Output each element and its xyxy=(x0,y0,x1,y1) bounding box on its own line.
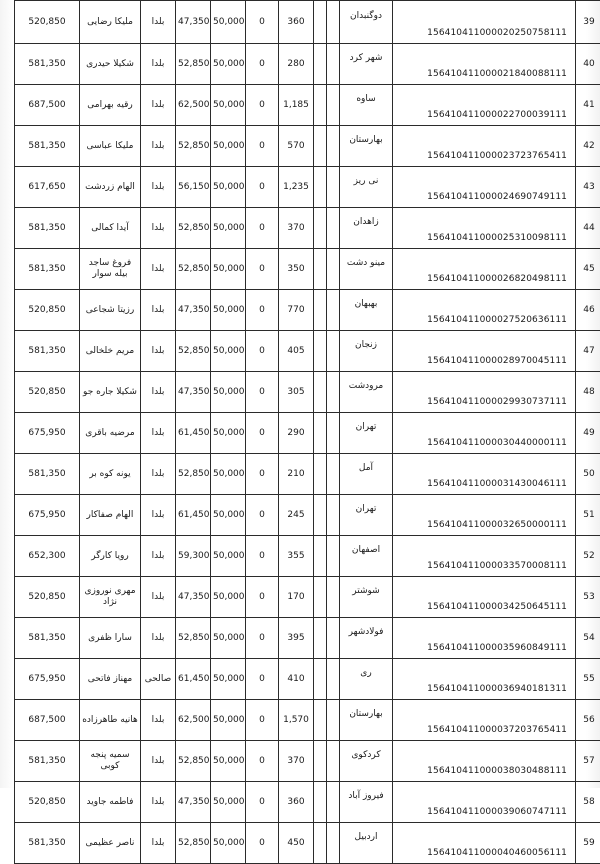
bank-cell: بلدا xyxy=(141,700,176,741)
total-cell: 581,350 xyxy=(15,208,80,249)
empty-cell xyxy=(314,823,327,864)
city-label: اردبیل xyxy=(355,832,378,842)
bank-cell: بلدا xyxy=(141,1,176,44)
city-cell xyxy=(340,249,393,290)
quantity-cell: 405 xyxy=(279,331,314,372)
name-cell: ملیکا رضایی xyxy=(80,1,141,44)
account-code-cell: 156410411000039060747111 xyxy=(393,782,576,823)
total-cell: 581,350 xyxy=(15,618,80,659)
empty-cell xyxy=(314,249,327,290)
amount-a-cell: 50,000 xyxy=(211,85,246,126)
name-cell: سارا ظفری xyxy=(80,618,141,659)
name-cell: سمیه پنجه کوبی xyxy=(80,741,141,782)
quantity-cell: 355 xyxy=(279,536,314,577)
zero-cell: 0 xyxy=(246,290,279,331)
account-code-cell: 156410411000020250758111 xyxy=(393,1,576,44)
name-cell: مهری نوروزی نژاد xyxy=(80,577,141,618)
empty-cell xyxy=(327,44,340,85)
account-code-cell: 156410411000031430046111 xyxy=(393,454,576,495)
empty-cell xyxy=(314,44,327,85)
city-label: ساوه xyxy=(356,94,375,104)
city-label: مینو دشت xyxy=(347,258,385,268)
name-cell: مرضیه باقری xyxy=(80,413,141,454)
zero-cell: 0 xyxy=(246,741,279,782)
table-row xyxy=(15,167,600,208)
zero-cell: 0 xyxy=(246,413,279,454)
amount-b-cell: 61,450 xyxy=(176,659,211,700)
bank-cell: بلدا xyxy=(141,536,176,577)
empty-cell xyxy=(327,208,340,249)
amount-a-cell: 50,000 xyxy=(211,536,246,577)
amount-b-cell: 52,850 xyxy=(176,741,211,782)
empty-cell xyxy=(327,495,340,536)
city-label: اصفهان xyxy=(352,545,380,555)
empty-cell xyxy=(314,659,327,700)
table-row xyxy=(15,44,600,85)
zero-cell: 0 xyxy=(246,700,279,741)
row-number-cell: 57 xyxy=(576,741,600,782)
amount-a-cell: 50,000 xyxy=(211,249,246,290)
city-cell xyxy=(340,823,393,864)
empty-cell xyxy=(327,167,340,208)
zero-cell: 0 xyxy=(246,1,279,44)
zero-cell: 0 xyxy=(246,44,279,85)
empty-cell xyxy=(314,536,327,577)
account-code-cell: 156410411000021840088111 xyxy=(393,44,576,85)
quantity-cell: 245 xyxy=(279,495,314,536)
row-number-cell: 51 xyxy=(576,495,600,536)
table-row xyxy=(15,208,600,249)
row-number-cell: 47 xyxy=(576,331,600,372)
account-code-cell: 156410411000037203765411 xyxy=(393,700,576,741)
city-cell xyxy=(340,618,393,659)
name-cell: هانیه طاهرزاده xyxy=(80,700,141,741)
quantity-cell: 170 xyxy=(279,577,314,618)
empty-cell xyxy=(314,413,327,454)
name-cell: ملیکا عباسی xyxy=(80,126,141,167)
name-cell: یونه کوه بر xyxy=(80,454,141,495)
table-row xyxy=(15,536,600,577)
amount-a-cell: 50,000 xyxy=(211,208,246,249)
amount-b-cell: 47,350 xyxy=(176,782,211,823)
empty-cell xyxy=(314,741,327,782)
amount-a-cell: 50,000 xyxy=(211,331,246,372)
name-cell: شکیلا حیدری xyxy=(80,44,141,85)
row-number-cell: 49 xyxy=(576,413,600,454)
amount-b-cell: 52,850 xyxy=(176,618,211,659)
amount-b-cell: 52,850 xyxy=(176,126,211,167)
table-row xyxy=(15,331,600,372)
city-label: بهارستان xyxy=(349,709,382,719)
account-code-cell: 156410411000033570008111 xyxy=(393,536,576,577)
row-number-cell: 43 xyxy=(576,167,600,208)
zero-cell: 0 xyxy=(246,85,279,126)
city-cell xyxy=(340,290,393,331)
city-cell xyxy=(340,331,393,372)
city-label: تهران xyxy=(356,504,377,514)
empty-cell xyxy=(327,126,340,167)
name-cell: رقیه بهرامی xyxy=(80,85,141,126)
total-cell: 675,950 xyxy=(15,659,80,700)
amount-b-cell: 61,450 xyxy=(176,413,211,454)
total-cell: 581,350 xyxy=(15,454,80,495)
total-cell: 520,850 xyxy=(15,372,80,413)
row-number-cell: 44 xyxy=(576,208,600,249)
quantity-cell: 450 xyxy=(279,823,314,864)
total-cell: 520,850 xyxy=(15,1,80,44)
name-cell: مریم خلخالی xyxy=(80,331,141,372)
amount-b-cell: 62,500 xyxy=(176,85,211,126)
table-row xyxy=(15,741,600,782)
city-label: کردکوی xyxy=(351,750,380,760)
account-code-cell: 156410411000030440000111 xyxy=(393,413,576,454)
zero-cell: 0 xyxy=(246,208,279,249)
zero-cell: 0 xyxy=(246,249,279,290)
city-label: بهبهان xyxy=(355,299,378,309)
zero-cell: 0 xyxy=(246,331,279,372)
empty-cell xyxy=(314,290,327,331)
city-label: نی ریز xyxy=(354,176,379,186)
amount-a-cell: 50,000 xyxy=(211,372,246,413)
table-row xyxy=(15,495,600,536)
empty-cell xyxy=(314,618,327,659)
amount-a-cell: 50,000 xyxy=(211,495,246,536)
zero-cell: 0 xyxy=(246,126,279,167)
amount-b-cell: 47,350 xyxy=(176,577,211,618)
quantity-cell: 280 xyxy=(279,44,314,85)
account-code-cell: 156410411000034250645111 xyxy=(393,577,576,618)
empty-cell xyxy=(327,741,340,782)
empty-cell xyxy=(327,372,340,413)
total-cell: 617,650 xyxy=(15,167,80,208)
zero-cell: 0 xyxy=(246,823,279,864)
amount-a-cell: 50,000 xyxy=(211,454,246,495)
account-code-cell: 156410411000022700039111 xyxy=(393,85,576,126)
account-code-cell: 156410411000040460056111 xyxy=(393,823,576,864)
table-row xyxy=(15,659,600,700)
zero-cell: 0 xyxy=(246,577,279,618)
row-number-cell: 56 xyxy=(576,700,600,741)
bank-cell: بلدا xyxy=(141,782,176,823)
city-label: زنجان xyxy=(355,340,377,350)
bank-cell: بلدا xyxy=(141,126,176,167)
city-cell xyxy=(340,495,393,536)
city-cell xyxy=(340,577,393,618)
quantity-cell: 1,570 xyxy=(279,700,314,741)
total-cell: 581,350 xyxy=(15,331,80,372)
city-cell xyxy=(340,167,393,208)
name-cell: فاطمه جاوید xyxy=(80,782,141,823)
total-cell: 581,350 xyxy=(15,249,80,290)
total-cell: 687,500 xyxy=(15,85,80,126)
quantity-cell: 410 xyxy=(279,659,314,700)
zero-cell: 0 xyxy=(246,454,279,495)
bank-cell: بلدا xyxy=(141,249,176,290)
name-cell: آیدا کمالی xyxy=(80,208,141,249)
bank-cell: بلدا xyxy=(141,495,176,536)
table-row xyxy=(15,126,600,167)
city-label: فولادشهر xyxy=(349,627,384,637)
empty-cell xyxy=(314,331,327,372)
quantity-cell: 1,235 xyxy=(279,167,314,208)
city-cell xyxy=(340,85,393,126)
bank-cell: بلدا xyxy=(141,208,176,249)
total-cell: 687,500 xyxy=(15,700,80,741)
bank-cell: صالحی xyxy=(141,659,176,700)
amount-b-cell: 47,350 xyxy=(176,290,211,331)
amount-a-cell: 50,000 xyxy=(211,44,246,85)
name-cell: رزیتا شجاعی xyxy=(80,290,141,331)
bank-cell: بلدا xyxy=(141,577,176,618)
total-cell: 581,350 xyxy=(15,741,80,782)
empty-cell xyxy=(314,126,327,167)
amount-b-cell: 52,850 xyxy=(176,823,211,864)
row-number-cell: 46 xyxy=(576,290,600,331)
empty-cell xyxy=(327,659,340,700)
total-cell: 581,350 xyxy=(15,44,80,85)
quantity-cell: 1,185 xyxy=(279,85,314,126)
account-code-cell: 156410411000032650000111 xyxy=(393,495,576,536)
name-cell: رویا کارگر xyxy=(80,536,141,577)
table-row xyxy=(15,1,600,44)
table-row xyxy=(15,249,600,290)
total-cell: 581,350 xyxy=(15,126,80,167)
zero-cell: 0 xyxy=(246,167,279,208)
table-row xyxy=(15,823,600,864)
city-label: ری xyxy=(360,668,371,678)
amount-b-cell: 52,850 xyxy=(176,44,211,85)
name-cell: شکیلا جاره جو xyxy=(80,372,141,413)
quantity-cell: 360 xyxy=(279,1,314,44)
row-number-cell: 39 xyxy=(576,1,600,44)
amount-a-cell: 50,000 xyxy=(211,167,246,208)
city-cell xyxy=(340,1,393,44)
city-cell xyxy=(340,700,393,741)
table-row xyxy=(15,413,600,454)
amount-a-cell: 50,000 xyxy=(211,290,246,331)
bank-cell: بلدا xyxy=(141,823,176,864)
amount-b-cell: 61,450 xyxy=(176,495,211,536)
total-cell: 520,850 xyxy=(15,290,80,331)
bank-cell: بلدا xyxy=(141,741,176,782)
ledger-body xyxy=(15,1,600,864)
account-code-cell: 156410411000038030488111 xyxy=(393,741,576,782)
empty-cell xyxy=(314,1,327,44)
row-number-cell: 54 xyxy=(576,618,600,659)
empty-cell xyxy=(327,331,340,372)
payment-ledger-table xyxy=(14,0,600,864)
account-code-cell: 156410411000025310098111 xyxy=(393,208,576,249)
name-cell: مهناز فاتحی xyxy=(80,659,141,700)
name-cell: ناصر عظیمی xyxy=(80,823,141,864)
empty-cell xyxy=(314,85,327,126)
table-row xyxy=(15,577,600,618)
table-row xyxy=(15,290,600,331)
total-cell: 520,850 xyxy=(15,577,80,618)
amount-b-cell: 62,500 xyxy=(176,700,211,741)
quantity-cell: 770 xyxy=(279,290,314,331)
zero-cell: 0 xyxy=(246,495,279,536)
row-number-cell: 59 xyxy=(576,823,600,864)
zero-cell: 0 xyxy=(246,536,279,577)
amount-a-cell: 50,000 xyxy=(211,823,246,864)
row-number-cell: 48 xyxy=(576,372,600,413)
empty-cell xyxy=(327,290,340,331)
amount-a-cell: 50,000 xyxy=(211,618,246,659)
account-code-cell: 156410411000023723765411 xyxy=(393,126,576,167)
empty-cell xyxy=(314,577,327,618)
empty-cell xyxy=(327,823,340,864)
empty-cell xyxy=(327,1,340,44)
amount-a-cell: 50,000 xyxy=(211,413,246,454)
empty-cell xyxy=(327,577,340,618)
table-row xyxy=(15,372,600,413)
account-code-cell: 156410411000027520636111 xyxy=(393,290,576,331)
name-cell: الهام صفاکار xyxy=(80,495,141,536)
total-cell: 652,300 xyxy=(15,536,80,577)
quantity-cell: 305 xyxy=(279,372,314,413)
city-cell xyxy=(340,44,393,85)
total-cell: 675,950 xyxy=(15,495,80,536)
amount-b-cell: 52,850 xyxy=(176,249,211,290)
city-cell xyxy=(340,536,393,577)
city-label: مرودشت xyxy=(349,381,384,391)
city-cell xyxy=(340,372,393,413)
city-cell xyxy=(340,413,393,454)
zero-cell: 0 xyxy=(246,618,279,659)
row-number-cell: 52 xyxy=(576,536,600,577)
empty-cell xyxy=(327,249,340,290)
city-label: زاهدان xyxy=(353,217,378,227)
city-cell xyxy=(340,208,393,249)
row-number-cell: 50 xyxy=(576,454,600,495)
name-cell: فروغ ساجد بیله سوار xyxy=(80,249,141,290)
bank-cell: بلدا xyxy=(141,331,176,372)
bank-cell: بلدا xyxy=(141,167,176,208)
table-row xyxy=(15,700,600,741)
amount-b-cell: 47,350 xyxy=(176,1,211,44)
empty-cell xyxy=(327,536,340,577)
bank-cell: بلدا xyxy=(141,44,176,85)
amount-b-cell: 52,850 xyxy=(176,454,211,495)
row-number-cell: 58 xyxy=(576,782,600,823)
quantity-cell: 210 xyxy=(279,454,314,495)
empty-cell xyxy=(327,85,340,126)
amount-b-cell: 52,850 xyxy=(176,331,211,372)
empty-cell xyxy=(327,618,340,659)
amount-b-cell: 52,850 xyxy=(176,208,211,249)
bank-cell: بلدا xyxy=(141,454,176,495)
total-cell: 675,950 xyxy=(15,413,80,454)
city-cell xyxy=(340,741,393,782)
account-code-cell: 156410411000036940181311 xyxy=(393,659,576,700)
row-number-cell: 42 xyxy=(576,126,600,167)
account-code-cell: 156410411000029930737111 xyxy=(393,372,576,413)
empty-cell xyxy=(314,454,327,495)
city-label: بهارستان xyxy=(349,135,382,145)
quantity-cell: 360 xyxy=(279,782,314,823)
empty-cell xyxy=(314,167,327,208)
table-row xyxy=(15,618,600,659)
amount-a-cell: 50,000 xyxy=(211,782,246,823)
amount-b-cell: 56,150 xyxy=(176,167,211,208)
amount-a-cell: 50,000 xyxy=(211,741,246,782)
amount-a-cell: 50,000 xyxy=(211,659,246,700)
city-cell xyxy=(340,126,393,167)
city-label: شهر کرد xyxy=(350,53,383,63)
empty-cell xyxy=(327,700,340,741)
name-cell: الهام زردشت xyxy=(80,167,141,208)
city-label: فیروز آباد xyxy=(348,791,383,801)
row-number-cell: 40 xyxy=(576,44,600,85)
amount-a-cell: 50,000 xyxy=(211,126,246,167)
amount-a-cell: 50,000 xyxy=(211,700,246,741)
bank-cell: بلدا xyxy=(141,85,176,126)
account-code-cell: 156410411000024690749111 xyxy=(393,167,576,208)
quantity-cell: 395 xyxy=(279,618,314,659)
empty-cell xyxy=(314,495,327,536)
account-code-cell: 156410411000035960849111 xyxy=(393,618,576,659)
total-cell: 520,850 xyxy=(15,782,80,823)
table-row xyxy=(15,85,600,126)
quantity-cell: 370 xyxy=(279,208,314,249)
amount-b-cell: 59,300 xyxy=(176,536,211,577)
bank-cell: بلدا xyxy=(141,290,176,331)
empty-cell xyxy=(314,208,327,249)
quantity-cell: 350 xyxy=(279,249,314,290)
empty-cell xyxy=(314,372,327,413)
quantity-cell: 370 xyxy=(279,741,314,782)
account-code-cell: 156410411000026820498111 xyxy=(393,249,576,290)
bank-cell: بلدا xyxy=(141,372,176,413)
row-number-cell: 55 xyxy=(576,659,600,700)
amount-a-cell: 50,000 xyxy=(211,577,246,618)
city-cell xyxy=(340,454,393,495)
city-cell xyxy=(340,659,393,700)
empty-cell xyxy=(327,454,340,495)
quantity-cell: 290 xyxy=(279,413,314,454)
row-number-cell: 53 xyxy=(576,577,600,618)
city-label: آمل xyxy=(359,463,373,473)
city-label: شوشتر xyxy=(352,586,379,596)
empty-cell xyxy=(327,413,340,454)
account-code-cell: 156410411000028970045111 xyxy=(393,331,576,372)
row-number-cell: 41 xyxy=(576,85,600,126)
zero-cell: 0 xyxy=(246,782,279,823)
zero-cell: 0 xyxy=(246,659,279,700)
empty-cell xyxy=(314,700,327,741)
total-cell: 581,350 xyxy=(15,823,80,864)
bank-cell: بلدا xyxy=(141,618,176,659)
bank-cell: بلدا xyxy=(141,413,176,454)
quantity-cell: 570 xyxy=(279,126,314,167)
table-row xyxy=(15,454,600,495)
city-label: تهران xyxy=(356,422,377,432)
zero-cell: 0 xyxy=(246,372,279,413)
row-number-cell: 45 xyxy=(576,249,600,290)
amount-b-cell: 47,350 xyxy=(176,372,211,413)
city-label: دوگنبدان xyxy=(350,11,382,21)
amount-a-cell: 50,000 xyxy=(211,1,246,44)
